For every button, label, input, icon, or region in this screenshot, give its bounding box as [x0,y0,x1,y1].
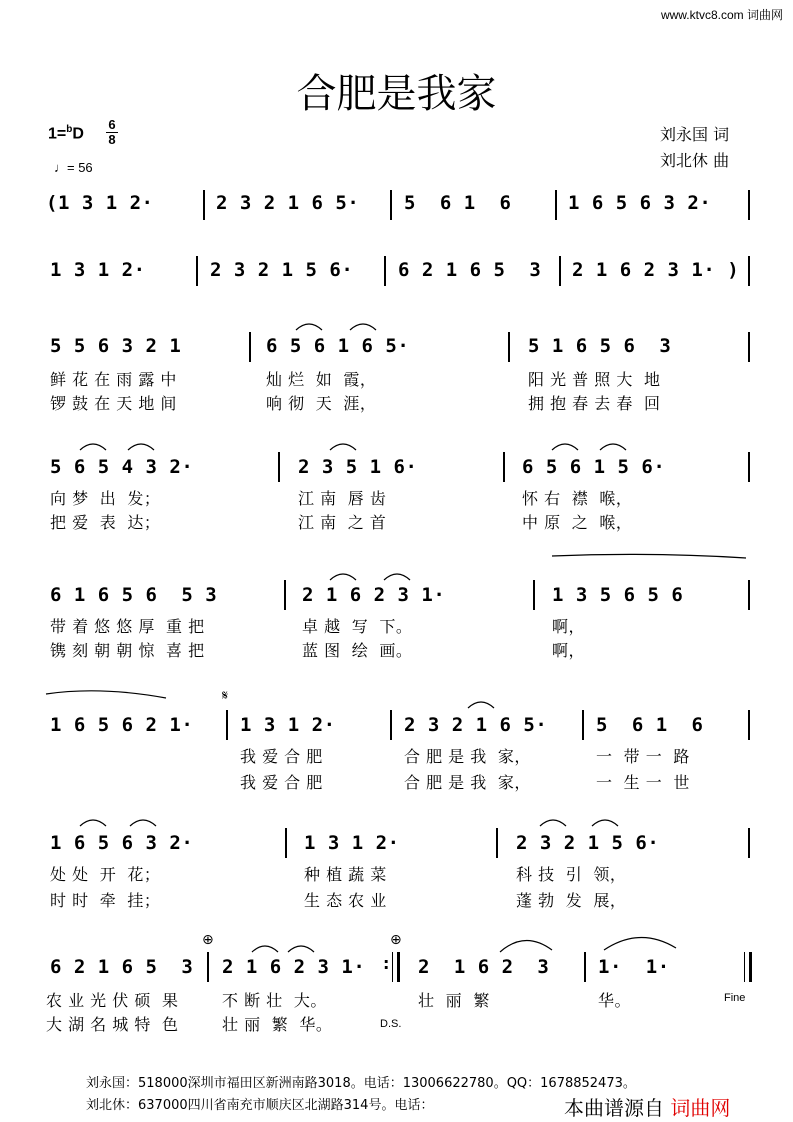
measure-notes: 5 6 5 4 3 2· [50,456,194,478]
measure-notes: 6 2 1 6 5 3 [50,956,194,978]
slur [130,820,156,826]
measure-notes: 2 3 2 1 6 5· [216,192,360,214]
slur [552,554,746,558]
lyric-verse-2: 大 湖 名 城 特 色 [46,1015,179,1034]
watermark: www.ktvc8.com 词曲网 [660,8,783,22]
slur [80,444,106,450]
slur [80,820,106,826]
measure-notes: 6 2 1 6 5 3 [398,259,542,281]
measure-notes: 2 3 2 1 5 6· [516,832,660,854]
measure-notes: 2 1 6 2 3 1· ) [572,259,740,281]
lyric-verse-2: 蓝 图 绘 画。 [302,641,413,660]
measure-notes: 1 3 1 2· [50,259,146,281]
lyric-verse-2: 一 生 一 世 [596,773,690,792]
lyric-verse-2: 响 彻 天 涯， [266,394,377,413]
composer: 刘北休 曲 [660,151,730,170]
measure-notes: 2 1 6 2 3 1· [302,584,446,606]
slur [296,324,322,330]
lyric-verse-2: 拥 抱 春 去 春 回 [528,394,661,413]
lyricist: 刘永国 词 [660,125,730,144]
song-title: 合肥是我家 [296,71,497,117]
lyric-verse-2: 生 态 农 业 [304,891,387,910]
lyric-verse-1: 怀 右 襟 喉， [522,489,633,508]
measure-notes: 2 1 6 2 3 1· [222,956,366,978]
slur [288,946,314,952]
measure-notes: 2 3 5 1 6· [298,456,418,478]
slur [46,691,166,698]
measure-notes: 5 1 6 5 6 3 [528,335,672,357]
measure-notes: 2 3 2 1 5 6· [210,259,354,281]
measure-notes: 2 1 6 2 3 [418,956,550,978]
slur [500,940,552,952]
lyric-verse-2: 中 原 之 喉， [522,513,633,532]
coda-icon: ⊕ [202,932,214,948]
lyric-verse-1: 一 带 一 路 [596,747,690,766]
measure-notes: 2 3 2 1 6 5· [404,714,548,736]
measure-notes: 6 5 6 1 6 5· [266,335,410,357]
lyric-verse-1: 啊， [552,617,586,636]
key-signature: 1=$^b$D [48,124,84,143]
lyric-verse-1: 鲜 花 在 雨 露 中 [50,370,177,389]
lyric-verse-1: 江 南 唇 齿 [298,489,387,508]
tempo-marking: ♩= 56 [54,160,93,175]
measure-notes: 6 1 6 5 6 5 3 [50,584,218,606]
slur [252,946,278,952]
lyric-verse-2: 时 时 牵 挂； [50,891,161,910]
slur [600,444,626,450]
measure-notes: (1 3 1 2· [46,192,154,214]
quarter-note-icon: ♩ [54,160,67,175]
slur [540,820,566,826]
slur [604,937,676,950]
slur [330,444,356,450]
measure-notes: 1· 1· [598,956,670,978]
lyric-verse-2: 啊， [552,641,586,660]
lyric-verse-1: 农 业 光 伏 硕 果 [46,991,179,1010]
measure-notes: 5 5 6 3 2 1 [50,335,182,357]
lyric-verse-1: 不 断 壮 大。 [222,991,327,1010]
slur [128,444,154,450]
measure-notes: 1 6 5 6 3 2· [568,192,712,214]
measure-notes: 6 5 6 1 5 6· [522,456,666,478]
footer-contact-lyricist: 刘永国：518000深圳市福田区新洲南路3018。电话：13006622780。QQ：1678852473。 [86,1076,636,1091]
measure-notes: 1 6 5 6 2 1· [50,714,194,736]
slur [592,820,618,826]
lyric-verse-2: 蓬 勃 发 展， [516,891,627,910]
measure-notes: 1 3 1 2· [304,832,400,854]
ds-marking: D.S. [380,1018,402,1030]
time-signature: 6 8 [106,118,118,147]
measure-notes: 1 3 5 6 5 6 [552,584,684,606]
slur [468,702,494,708]
lyric-verse-1: 壮 丽 繁 [418,991,490,1010]
slur [552,444,578,450]
lyric-verse-2: 我 爱 合 肥 [240,773,323,792]
lyric-verse-1: 我 爱 合 肥 [240,747,323,766]
slur [350,324,376,330]
lyric-verse-1: 带 着 悠 悠 厚 重 把 [50,617,205,636]
lyric-verse-1: 华。 [598,991,632,1010]
lyric-verse-1: 科 技 引 领， [516,865,627,884]
measure-notes: 1 3 1 2· [240,714,336,736]
lyric-verse-1: 卓 越 写 下。 [302,617,413,636]
lyric-verse-1: 种 植 蔬 菜 [304,865,387,884]
coda-icon: ⊕ [390,932,402,948]
source-credit: 本曲谱源自 词曲网 [564,1096,731,1120]
lyric-verse-2: 把 爱 表 达； [50,513,161,532]
measure-notes: 5 6 1 6 [596,714,704,736]
source-site-link[interactable]: 词曲网 [670,1096,731,1120]
segno-icon: 𝄋 [222,688,229,704]
measure-notes: 1 6 5 6 3 2· [50,832,194,854]
lyric-verse-2: 江 南 之 首 [298,513,387,532]
lyric-verse-1: 灿 烂 如 霞， [266,370,377,389]
slur [330,574,356,580]
footer-contact-composer: 刘北休：637000四川省南充市顺庆区北湖路314号。电话： [86,1098,434,1113]
lyric-verse-1: 合 肥 是 我 家， [404,747,531,766]
slur [384,574,410,580]
fine-marking: Fine [724,992,746,1004]
repeat-dots-icon: : [383,954,390,973]
lyric-verse-2: 锣 鼓 在 天 地 间 [50,394,177,413]
lyric-verse-2: 壮 丽 繁 华。 [222,1015,333,1034]
lyric-verse-2: 合 肥 是 我 家， [404,773,531,792]
lyric-verse-1: 向 梦 出 发； [50,489,161,508]
measure-notes: 5 6 1 6 [404,192,512,214]
lyric-verse-1: 处 处 开 花； [50,865,161,884]
lyric-verse-2: 镌 刻 朝 朝 惊 喜 把 [50,641,205,660]
lyric-verse-1: 阳 光 普 照 大 地 [528,370,661,389]
